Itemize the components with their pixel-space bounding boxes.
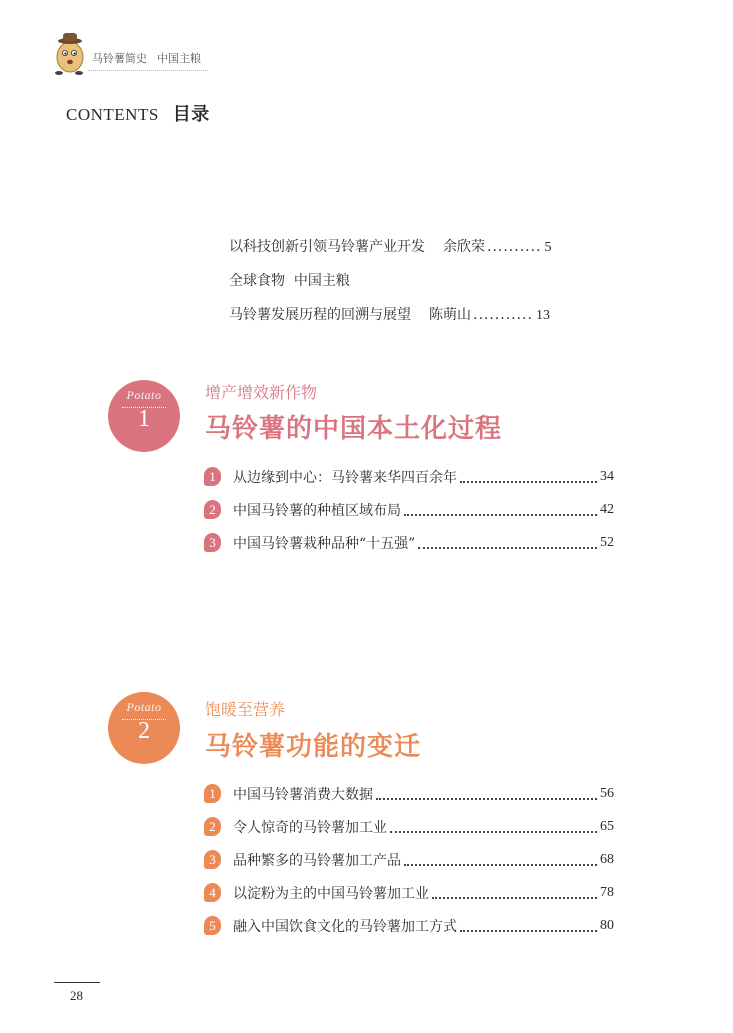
entry-number-badge: 1 [204, 467, 221, 486]
entry-title: 中国马铃薯栽种品种“十五强” [233, 535, 416, 552]
entry-page: 56 [600, 785, 614, 801]
entry-title: 从边缘到中心：马铃薯来华四百余年 [233, 469, 457, 486]
section-number: 2 [138, 718, 150, 744]
entry-page: 68 [600, 851, 614, 867]
entry-title: 以淀粉为主的中国马铃薯加工业 [233, 885, 429, 902]
entry-page: 65 [600, 818, 614, 834]
entry-number-badge: 5 [204, 916, 221, 935]
section-2-subtitle: 饱暖至营养 [205, 700, 286, 719]
dot-leader [460, 481, 597, 483]
toc-entry[interactable] [204, 909, 614, 942]
entry-title: 中国马铃薯的种植区域布局 [233, 502, 401, 519]
entry-number-badge: 2 [204, 500, 221, 519]
intro-entry[interactable] [229, 304, 599, 338]
toc-entry[interactable] [204, 493, 614, 526]
section-1-title: 马铃薯的中国本土化过程 [205, 414, 503, 444]
toc-entry[interactable] [204, 777, 614, 810]
intro-entry-page: 5 [544, 240, 552, 255]
toc-entry[interactable] [204, 843, 614, 876]
toc-entry[interactable] [204, 460, 614, 493]
entry-page: 78 [600, 884, 614, 900]
intro-entry-title: 全球食物 中国主粮 [229, 273, 350, 289]
contents-heading [66, 100, 210, 126]
dot-leader [390, 831, 597, 833]
dot-leader [418, 547, 597, 549]
page-number: 28 [70, 988, 83, 1003]
entry-number-badge: 2 [204, 817, 221, 836]
section-number: 1 [138, 406, 150, 432]
intro-entries [229, 236, 599, 338]
section-2-badge [108, 692, 180, 764]
intro-entry-author: 余欣荣 [443, 239, 485, 255]
potato-mascot-icon [50, 30, 90, 76]
entry-page: 42 [600, 501, 614, 517]
running-head [92, 50, 201, 66]
contents-title-cn: 目录 [172, 104, 210, 125]
intro-entry-page: 13 [535, 308, 550, 323]
intro-entry[interactable] [229, 236, 599, 270]
badge-word: Potato [126, 388, 162, 402]
dot-leader [460, 930, 597, 932]
section-1-subtitle: 增产增效新作物 [205, 383, 318, 402]
entry-title: 融入中国饮食文化的马铃薯加工方式 [233, 918, 457, 935]
dot-leader [404, 864, 597, 866]
entry-page: 80 [600, 917, 614, 933]
intro-entry[interactable] [229, 270, 599, 304]
entry-number-badge: 3 [204, 533, 221, 552]
toc-entry[interactable] [204, 526, 614, 559]
contents-title-en: CONTENTS [66, 105, 159, 124]
footer-divider [54, 982, 100, 983]
section-1-badge [108, 380, 180, 452]
dot-leader: ........... [473, 307, 533, 323]
section-2-title: 马铃薯功能的变迁 [205, 732, 422, 762]
header-divider [88, 70, 208, 71]
entry-title: 令人惊奇的马铃薯加工业 [233, 819, 387, 836]
book-title: 马铃薯简史 [92, 52, 147, 65]
dot-leader [404, 514, 597, 516]
toc-entry[interactable] [204, 876, 614, 909]
badge-word: Potato [126, 700, 162, 714]
entry-number-badge: 1 [204, 784, 221, 803]
dot-leader [432, 897, 597, 899]
entry-number-badge: 4 [204, 883, 221, 902]
dot-leader [376, 798, 597, 800]
section-1-list [204, 460, 614, 559]
intro-entry-title: 马铃薯发展历程的回溯与展望 [229, 307, 411, 323]
entry-number-badge: 3 [204, 850, 221, 869]
entry-title: 中国马铃薯消费大数据 [233, 786, 373, 803]
toc-entry[interactable] [204, 810, 614, 843]
intro-entry-title: 以科技创新引领马铃薯产业开发 [229, 239, 425, 255]
entry-page: 52 [600, 534, 614, 550]
entry-page: 34 [600, 468, 614, 484]
dot-leader: .......... [487, 239, 542, 255]
section-title: 中国主粮 [157, 52, 201, 65]
intro-entry-author: 陈萌山 [429, 307, 471, 323]
entry-title: 品种繁多的马铃薯加工产品 [233, 852, 401, 869]
section-2-list [204, 777, 614, 942]
